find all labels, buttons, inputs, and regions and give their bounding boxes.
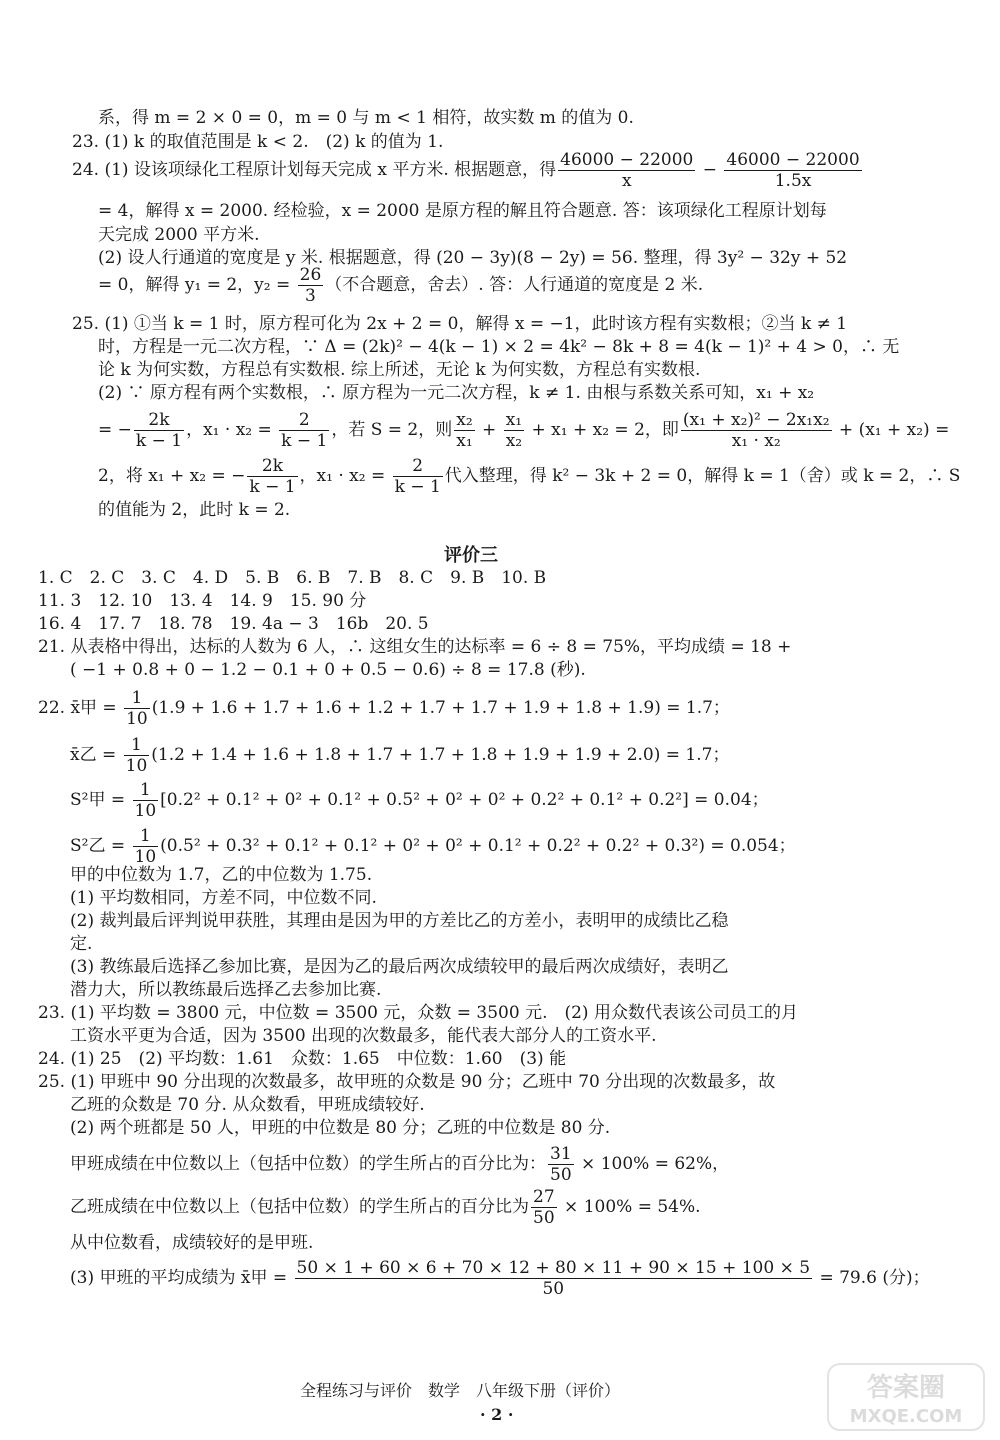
watermark-line2: MXQE.COM xyxy=(849,1406,963,1427)
text-line: 的值能为 2，此时 k = 2. xyxy=(98,500,291,520)
footer-title: 全程练习与评价 数学 八年级下册（评价） xyxy=(300,1381,621,1400)
text-line: 甲班成绩在中位数以上（包括中位数）的学生所占的百分比为： $\frac{31}{50}$ × 100% = 62%， xyxy=(70,1144,730,1185)
text-line: S²甲 = $\frac{1}{10}$ [0.2² + 0.1² + 0² + 0.1² + 0.5² + 0² + 0² + 0.2² + 0.1² + 0.2²] = 0.04； xyxy=(70,780,769,821)
fraction: $\frac{2k}{k - 1}$ xyxy=(135,410,183,451)
text-line: 23. (1) 平均数 = 3800 元，中位数 = 3500 元，众数 = 3500 元. (2) 用众数代表该公司员工的月 xyxy=(38,1003,798,1023)
fraction: $\frac{26}{3}$ xyxy=(299,265,322,306)
text-line: S²乙 = $\frac{1}{10}$ (0.5² + 0.3² + 0.1² + 0.1² + 0² + 0² + 0.1² + 0.2² + 0.2² + 0.3²) = 0.054； xyxy=(70,826,796,867)
fraction: $\frac{2}{k - 1}$ xyxy=(394,456,441,497)
text-line: = 4，解得 x = 2000. 经检验，x = 2000 是原方程的解且符合题意. 答：该项绿化工程原计划每 xyxy=(98,201,827,221)
text-line: = − $\frac{2k}{k - 1}$ ，x₁ · x₂ = $\frac{2}{k - 1}$ ，若 S = 2，则 $\frac{\text{x₂}}{\text{x₁}}$ + $\frac{\text{x₁}}{\text{x₂}}$ + x₁ + x₂ = 2，即 $\frac{\text{(x₁ + x₂)² − 2x₁x₂}}{\text{x₁ · x₂}}$ + (x₁ + x₂) = xyxy=(98,410,950,451)
text-line: 21. 从表格中得出，达标的人数为 6 人，∴ 这组女生的达标率 = 6 ÷ 8 = 75%，平均成绩 = 18 + xyxy=(38,637,792,657)
text-line: 24. (1) 25 (2) 平均数：1.61 众数：1.65 中位数：1.60 (3) 能 xyxy=(38,1049,567,1069)
text-line: 定. xyxy=(70,934,93,954)
fraction: $\frac{1}{10}$ xyxy=(134,780,157,821)
text-line: 甲的中位数为 1.7，乙的中位数为 1.75. xyxy=(70,865,373,885)
text-line: 时，方程是一元二次方程，∵ Δ = (2k)² − 4(k − 1) × 2 = 4k² − 8k + 8 = 4(k − 1)² + 4 > 0，∴ 无 xyxy=(98,337,900,357)
text-line: 22. x̄甲 = $\frac{1}{10}$ (1.9 + 1.6 + 1.7 + 1.6 + 1.2 + 1.7 + 1.7 + 1.9 + 1.8 + 1.9) = 1.7； xyxy=(38,688,730,729)
fraction: $\frac{27}{50}$ xyxy=(533,1187,555,1228)
text-line: 25. (1) 甲班中 90 分出现的次数最多，故甲班的众数是 90 分；乙班中 70 分出现的次数最多，故 xyxy=(38,1072,776,1092)
fraction: $\frac{1}{10}$ xyxy=(126,688,148,729)
section-title: 评价三 xyxy=(444,545,498,566)
fraction: $\frac{46000 - 22000}{x}$ xyxy=(560,150,694,191)
text-line: 从中位数看，成绩较好的是甲班. xyxy=(70,1233,314,1253)
text-line: 系，得 m = 2 × 0 = 0，m = 0 与 m < 1 相符，故实数 m 的值为 0. xyxy=(98,108,634,128)
text-line: (2) ∵ 原方程有两个实数根，∴ 原方程为一元二次方程，k ≠ 1. 由根与系数关系可知，x₁ + x₂ xyxy=(98,383,815,403)
text-line: 潜力大，所以教练最后选择乙去参加比赛. xyxy=(70,980,382,1000)
fraction: $\frac{1}{10}$ xyxy=(125,735,148,776)
text-line: 乙班的众数是 70 分. 从众数看，甲班成绩较好. xyxy=(70,1095,425,1115)
text-line: (3) 教练最后选择乙参加比赛，是因为乙的最后两次成绩较甲的最后两次成绩好，表明乙 xyxy=(70,957,729,977)
text-line: (1) 平均数相同，方差不同，中位数不同. xyxy=(70,888,377,908)
text-line: 工资水平更为合适，因为 3500 出现的次数最多，能代表大部分人的工资水平. xyxy=(70,1026,657,1046)
fraction: $\frac{46000 - 22000}{1.5x}$ xyxy=(726,150,860,191)
text-line: (3) 甲班的平均成绩为 x̄甲 = $\frac{50 \times 1 + 60 \times 6 + 70 \times 12 + 80 \times 11 + 90 \times 15 + 100 \times 5}{50}$ = 79.6 (分)； xyxy=(70,1258,930,1299)
text-line: 25. (1) ①当 k = 1 时，原方程可化为 2x + 2 = 0，解得 x = −1，此时该方程有实数根；②当 k ≠ 1 xyxy=(72,314,848,334)
text-line: 论 k 为何实数，方程总有实数根. 综上所述，无论 k 为何实数，方程总有实数根. xyxy=(98,360,701,380)
text-line: 2，将 x₁ + x₂ = − $\frac{2k}{k - 1}$ ，x₁ · x₂ = $\frac{2}{k - 1}$ 代入整理，得 k² − 3k + 2 = 0，解得 k = 1（舍）或 k = 2，∴ S xyxy=(98,456,961,497)
answer-row: 16. 4 17. 7 18. 78 19. 4a − 3 16b 20. 5 xyxy=(38,614,429,634)
text-line: (2) 两个班都是 50 人，甲班的中位数是 80 分；乙班的中位数是 80 分. xyxy=(70,1118,611,1138)
text-line: 乙班成绩在中位数以上（包括中位数）的学生所占的百分比为 $\frac{27}{50}$ × 100% = 54%. xyxy=(70,1187,701,1228)
fraction: $\frac{50 \times 1 + 60 \times 6 + 70 \times 12 + 80 \times 11 + 90 \times 15 + 100 \times 5}{50}$ xyxy=(296,1258,811,1299)
fraction: $\frac{\text{(x₁ + x₂)² − 2x₁x₂}}{\text{x₁ · x₂}}$ xyxy=(682,410,830,451)
text-line: = 0，解得 y₁ = 2，y₂ = $\frac{26}{3}$ （不合题意，舍去）. 答：人行通道的宽度是 2 米. xyxy=(98,265,704,306)
text-line: x̄乙 = $\frac{1}{10}$ (1.2 + 1.4 + 1.6 + 1.8 + 1.7 + 1.7 + 1.8 + 1.9 + 1.9 + 2.0) = 1.7； xyxy=(70,735,730,776)
answer-row: 1. C 2. C 3. C 4. D 5. B 6. B 7. B 8. C 9. B 10. B xyxy=(38,568,547,588)
answer-row: 11. 3 12. 10 13. 4 14. 9 15. 90 分 xyxy=(38,591,367,611)
fraction: $\frac{\text{x₁}}{\text{x₂}}$ xyxy=(505,410,523,451)
text-line: 23. (1) k 的取值范围是 k < 2. (2) k 的值为 1. xyxy=(72,132,444,152)
text-line: 24. (1) 设该项绿化工程原计划每天完成 x 平方米. 根据题意，得 $\frac{46000 - 22000}{x}$ − $\frac{46000 - 22000}{1.5x}$ xyxy=(72,150,860,191)
text-line: (2) 裁判最后评判说甲获胜，其理由是因为甲的方差比乙的方差小，表明甲的成绩比乙稳 xyxy=(70,911,729,931)
fraction: $\frac{\text{x₂}}{\text{x₁}}$ xyxy=(456,410,473,451)
fraction: $\frac{31}{50}$ xyxy=(550,1144,572,1185)
fraction: $\frac{1}{10}$ xyxy=(134,826,157,867)
fraction: $\frac{2k}{k - 1}$ xyxy=(249,456,296,497)
watermark-logo xyxy=(826,1362,986,1432)
watermark-line1: 答案圈 xyxy=(866,1373,946,1403)
page-number: · 2 · xyxy=(480,1405,514,1424)
text-line: 天完成 2000 平方米. xyxy=(98,225,260,245)
text-line: (2) 设人行通道的宽度是 y 米. 根据题意，得 (20 − 3y)(8 − 2y) = 56. 整理，得 3y² − 32y + 52 xyxy=(98,248,848,268)
text-line: ( −1 + 0.8 + 0 − 1.2 − 0.1 + 0 + 0.5 − 0.6) ÷ 8 = 17.8 (秒). xyxy=(70,660,586,680)
fraction: $\frac{2}{k - 1}$ xyxy=(281,410,328,451)
